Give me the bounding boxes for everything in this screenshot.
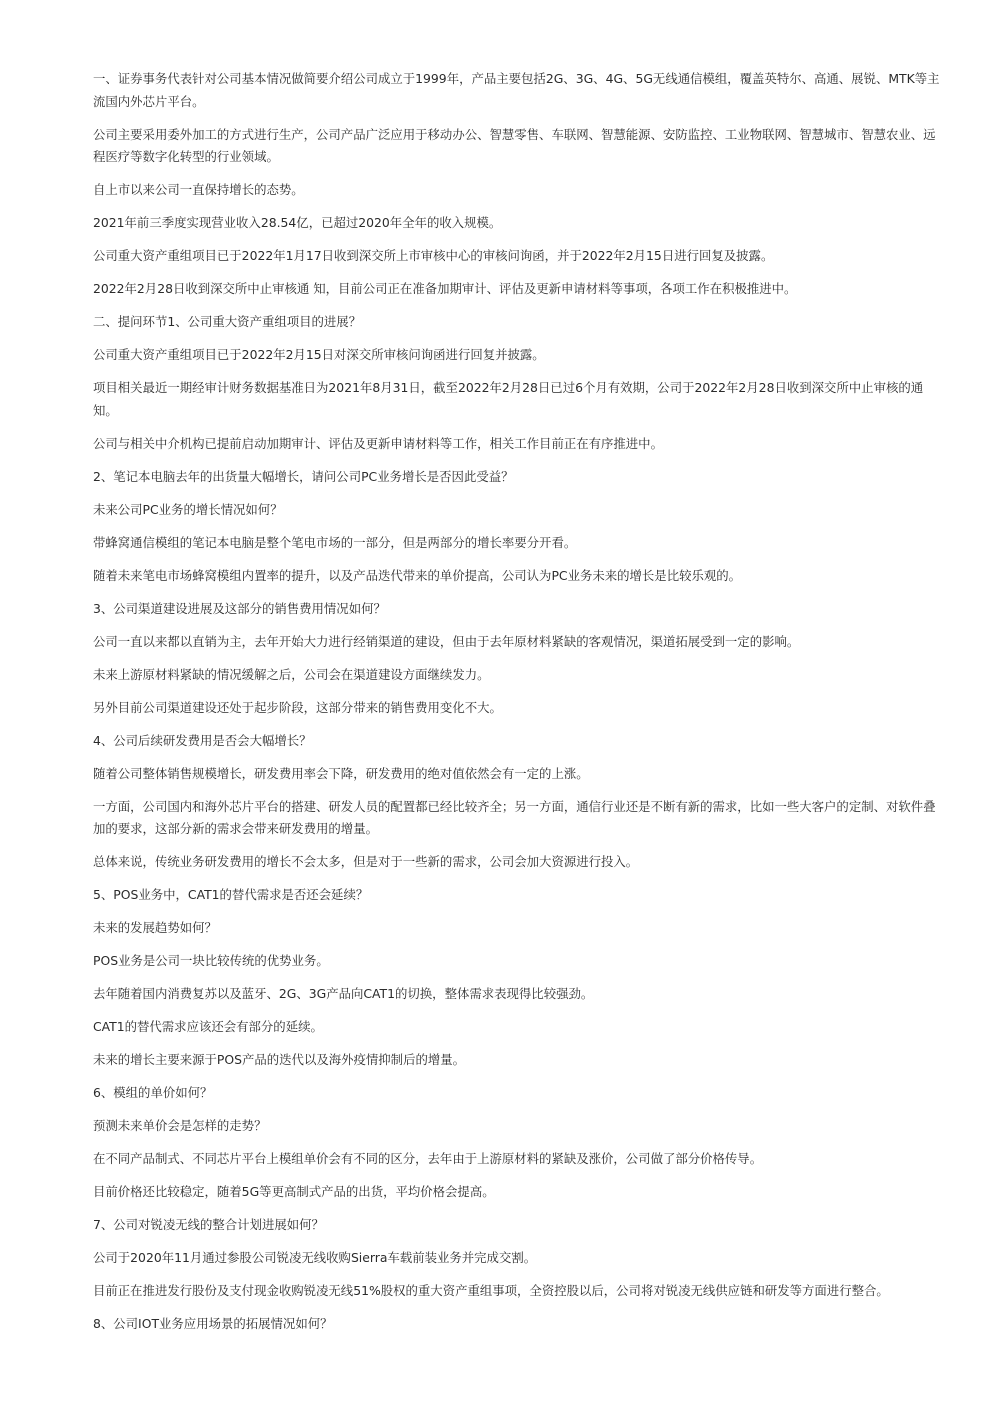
paragraph-revenue-2021: 2021年前三季度实现营业收入28.54亿，已超过2020年全年的收入规模。 bbox=[93, 215, 502, 230]
answer-1-reply-disclosed: 公司重大资产重组项目已于2022年2月15日对深交所审核问询函进行回复并披露。 bbox=[93, 347, 545, 362]
answer-4-rd-summary: 总体来说，传统业务研发费用的增长不会太多，但是对于一些新的需求，公司会加大资源进行投入。 bbox=[93, 854, 639, 869]
answer-3-sales-expense: 另外目前公司渠道建设还处于起步阶段，这部分带来的销售费用变化不大。 bbox=[93, 699, 502, 715]
question-7-ruiling-integration: 7、公司对锐凌无线的整合计划进展如何？ bbox=[93, 1217, 324, 1232]
answer-4-rd-ratio: 随着公司整体销售规模增长，研发费用率会下降，研发费用的绝对值依然会有一定的上涨。 bbox=[93, 765, 589, 781]
answer-7-sierra-acquisition: 公司于2020年11月通过参股公司锐凌无线收购Sierra车载前装业务并完成交割。 bbox=[93, 1250, 537, 1265]
answer-5-cat1-continue: CAT1的替代需求应该还会有部分的延续。 bbox=[93, 1019, 323, 1034]
answer-2-pc-optimistic: 随着未来笔电市场蜂窝模组内置率的提升，以及产品迭代带来的单价提高，公司认为PC业务未来的增长是比较乐观的。 bbox=[93, 567, 742, 583]
paragraph-growth-trend: 自上市以来公司一直保持增长的态势。 bbox=[93, 182, 304, 197]
answer-5-pos-demand: 去年随着国内消费复苏以及蓝牙、2G、3G产品向CAT1的切换，整体需求表现得比较强劲。 bbox=[93, 986, 594, 1001]
answer-6-price-stable: 目前价格还比较稳定，随着5G等更高制式产品的出货，平均价格会提高。 bbox=[93, 1184, 495, 1199]
question-6-module-price: 6、模组的单价如何？ bbox=[93, 1085, 213, 1100]
question-5-pos-trend: 未来的发展趋势如何？ bbox=[93, 920, 217, 935]
answer-1-financial-data-expiry: 项目相关最近一期经审计财务数据基准日为2021年8月31日，截至2022年2月28日已过6个月有效期，公司于2022年2月28日收到深交所中止审核的通知。 bbox=[93, 380, 924, 418]
document-body bbox=[93, 68, 945, 1346]
answer-6-price-differentiation: 在不同产品制式、不同芯片平台上模组单价会有不同的区分，去年由于上游原材料的紧缺及涨价，公司做了部分价格传导。 bbox=[93, 1151, 763, 1166]
paragraph-review-suspension: 2022年2月28日收到深交所中止审核通 知，目前公司正在准备加期审计、评估及更新申请材料等事项，各项工作在积极推进中。 bbox=[93, 281, 797, 296]
intro-paragraph-company-overview: 一、证券事务代表针对公司基本情况做简要介绍公司成立于1999年，产品主要包括2G、3G、4G、5G无线通信模组，覆盖英特尔、高通、展锐、MTK等主流国内外芯片平台。 bbox=[93, 71, 940, 109]
answer-1-work-in-progress: 公司与相关中介机构已提前启动加期审计、评估及更新申请材料等工作，相关工作目前正在有序推进中。 bbox=[93, 435, 663, 451]
question-8-iot-scenarios: 8、公司IOT业务应用场景的拓展情况如何？ bbox=[93, 1316, 333, 1331]
answer-3-direct-sales: 公司一直以来都以直销为主，去年开始大力进行经销渠道的建设，但由于去年原材料紧缺的客观情况，渠道拓展受到一定的影响。 bbox=[93, 633, 800, 649]
answer-7-full-control: 目前正在推进发行股份及支付现金收购锐凌无线51%股权的重大资产重组事项，全资控股以后，公司将对锐凌无线供应链和研发等方面进行整合。 bbox=[93, 1283, 889, 1298]
paragraph-restructuring-inquiry: 公司重大资产重组项目已于2022年1月17日收到深交所上市审核中心的审核问询函，并于2022年2月15日进行回复及披露。 bbox=[93, 248, 774, 263]
question-5-pos-cat1: 5、POS业务中，CAT1的替代需求是否还会延续？ bbox=[93, 887, 369, 902]
answer-3-channel-future: 未来上游原材料紧缺的情况缓解之后，公司会在渠道建设方面继续发力。 bbox=[93, 666, 490, 682]
answer-5-pos-traditional: POS业务是公司一块比较传统的优势业务。 bbox=[93, 953, 329, 968]
question-6-price-trend: 预测未来单价会是怎样的走势？ bbox=[93, 1118, 267, 1133]
answer-2-laptop-market: 带蜂窝通信模组的笔记本电脑是整个笔电市场的一部分，但是两部分的增长率要分开看。 bbox=[93, 534, 577, 550]
question-4-rd-expense: 4、公司后续研发费用是否会大幅增长？ bbox=[93, 732, 312, 748]
question-3-channel-building: 3、公司渠道建设进展及这部分的销售费用情况如何？ bbox=[93, 600, 386, 616]
answer-4-rd-details: 一方面，公司国内和海外芯片平台的搭建、研发人员的配置都已经比较齐全；另一方面，通信行业还是不断有新的需求，比如一些大客户的定制、对软件叠加的要求，这部分新的需求会带来研发费用的增量。 bbox=[93, 798, 936, 836]
paragraph-production-applications: 公司主要采用委外加工的方式进行生产，公司产品广泛应用于移动办公、智慧零售、车联网、智慧能源、安防监控、工业物联网、智慧城市、智慧农业、远程医疗等数字化转型的行业领域。 bbox=[93, 126, 936, 164]
question-2-pc-business: 2、笔记本电脑去年的出货量大幅增长，请问公司PC业务增长是否因此受益？ bbox=[93, 468, 514, 484]
question-1-restructuring-progress: 二、提问环节1、公司重大资产重组项目的进展？ bbox=[93, 314, 362, 329]
answer-5-pos-growth: 未来的增长主要来源于POS产品的迭代以及海外疫情抑制后的增量。 bbox=[93, 1052, 466, 1067]
question-2-pc-outlook: 未来公司PC业务的增长情况如何？ bbox=[93, 501, 283, 517]
